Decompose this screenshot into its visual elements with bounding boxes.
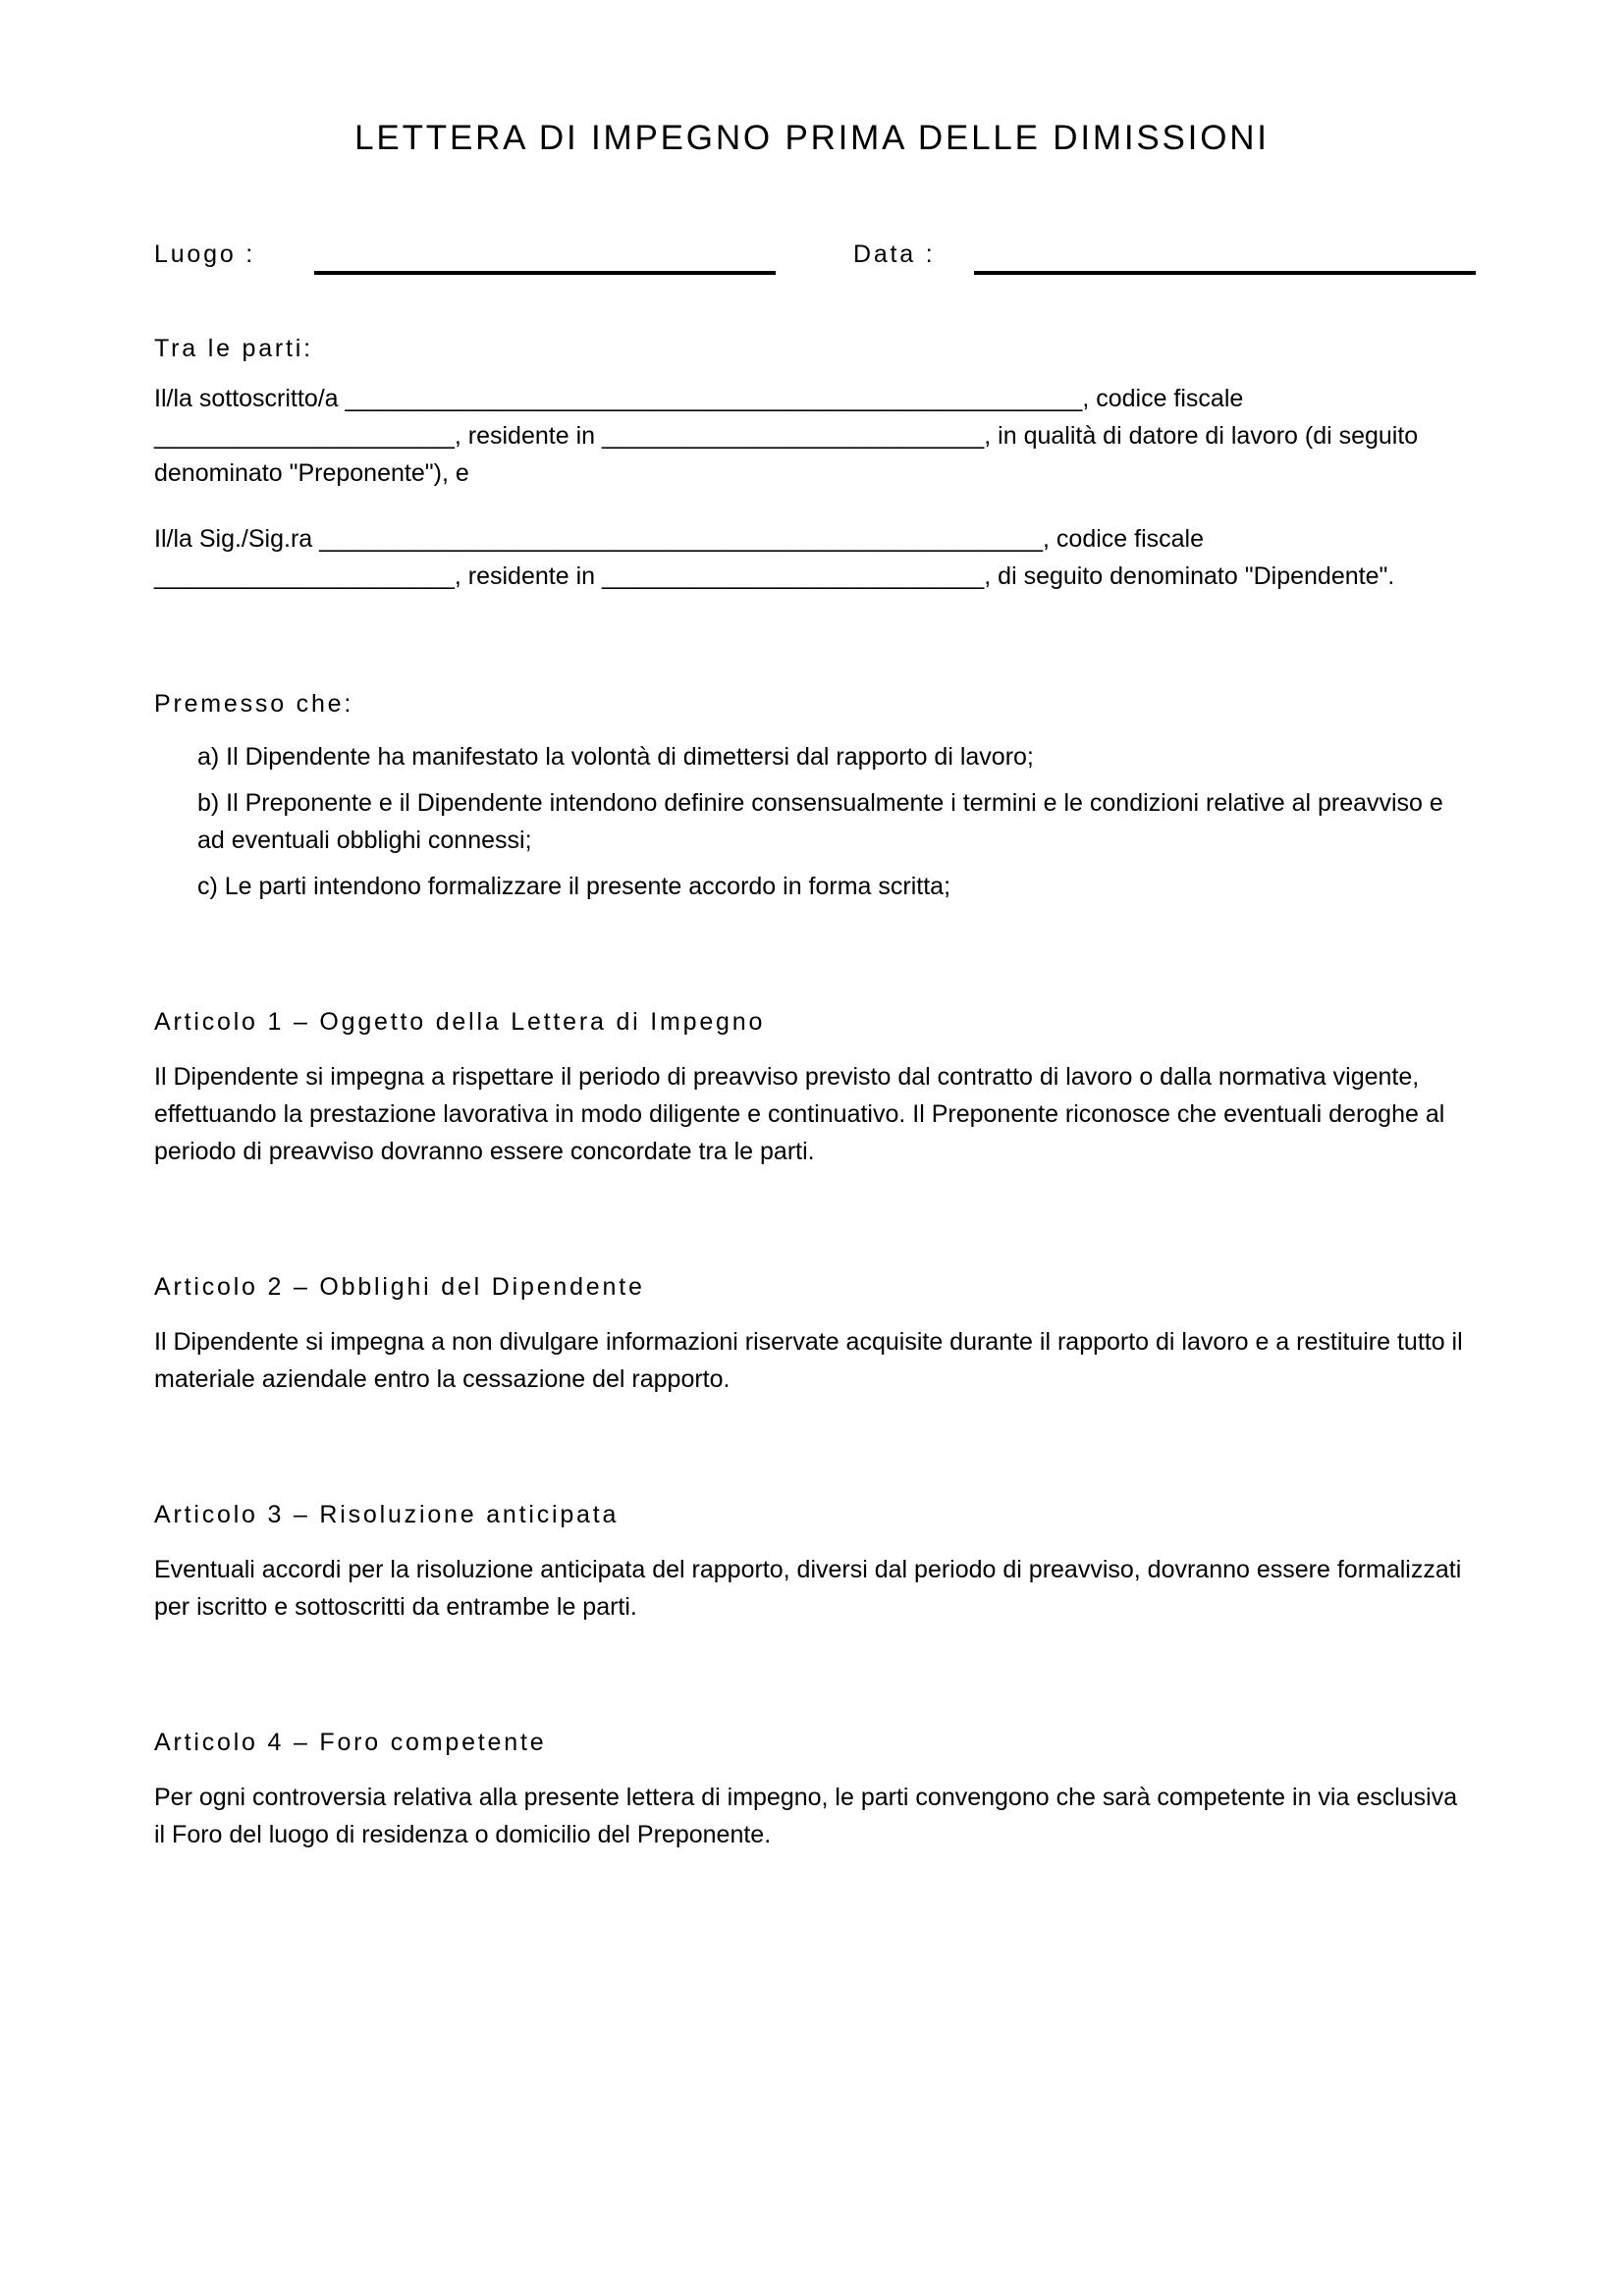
article-section-2 — [154, 1268, 1470, 1398]
article-4-body: Per ogni controversia relativa alla presente lettera di impegno, le parti convengono che sarà competente in via esclusiva il Foro del luogo di residenza o domicilio del Preponente. — [154, 1784, 1458, 1848]
article-1-body: Il Dipendente si impegna a rispettare il periodo di preavviso previsto dal contratto di lavoro o dalla normativa vigente, effettuando la prestazione lavorativa in modo diligente e continuativo. Il Preponente riconosce che eventuali deroghe al periodo di preavviso dovranno essere concordate tra le parti. — [154, 1063, 1445, 1165]
parties-intro: Tra le parti: — [154, 335, 313, 362]
date-label: Data : — [853, 240, 936, 268]
article-section-4 — [154, 1724, 1470, 1853]
page-title: LETTERA DI IMPEGNO PRIMA DELLE DIMISSIONI — [354, 119, 1270, 157]
article-section-1 — [154, 1003, 1470, 1170]
employee-paragraph — [154, 520, 1470, 595]
article-1-heading: Articolo 1 – Oggetto della Lettera di Impegno — [154, 1008, 766, 1036]
employer-line-2: ______________________, residente in ____________________________, in qualità di datore di lavoro (di seguito — [154, 422, 1419, 450]
article-2-body: Il Dipendente si impegna a non divulgare informazioni riservate acquisite durante il rapporto di lavoro e a restituire tutto il materiale aziendale entro la cessazione del rapporto. — [154, 1328, 1463, 1393]
place-label: Luogo : — [154, 240, 256, 268]
premise-item-a: a) Il Dipendente ha manifestato la volontà di dimettersi dal rapporto di lavoro; — [197, 743, 1034, 771]
employee-line-1: Il/la Sig./Sig.ra _____________________________________________________, codice fiscale — [154, 525, 1204, 553]
premise-item-b: b) Il Preponente e il Dipendente intendono definire consensualmente i termini e le condizioni relative al preavviso e ad eventuali obblighi connessi; — [197, 789, 1443, 854]
article-3-heading: Articolo 3 – Risoluzione anticipata — [154, 1501, 620, 1528]
premise-item-c: c) Le parti intendono formalizzare il presente accordo in forma scritta; — [197, 873, 951, 900]
premises-list — [154, 738, 1470, 905]
employee-line-2: ______________________, residente in ____________________________, di seguito denominato "Dipendente". — [154, 562, 1395, 590]
article-4-heading: Articolo 4 – Foro competente — [154, 1729, 547, 1756]
article-2-heading: Articolo 2 – Obblighi del Dipendente — [154, 1273, 645, 1301]
employer-line-3: denominato "Preponente"), e — [154, 459, 469, 487]
premises-heading: Premesso che: — [154, 690, 354, 718]
date-blank-line — [974, 271, 1476, 275]
employer-line-1: Il/la sottoscritto/a ______________________________________________________, codice fiscale — [154, 385, 1244, 412]
place-blank-line — [314, 271, 776, 275]
article-section-3 — [154, 1496, 1470, 1626]
employer-paragraph — [154, 380, 1470, 492]
place-date-row — [154, 236, 1470, 277]
article-3-body: Eventuali accordi per la risoluzione anticipata del rapporto, diversi dal periodo di preavviso, dovranno essere formalizzati per iscritto e sottoscritti da entrambe le parti. — [154, 1556, 1462, 1621]
